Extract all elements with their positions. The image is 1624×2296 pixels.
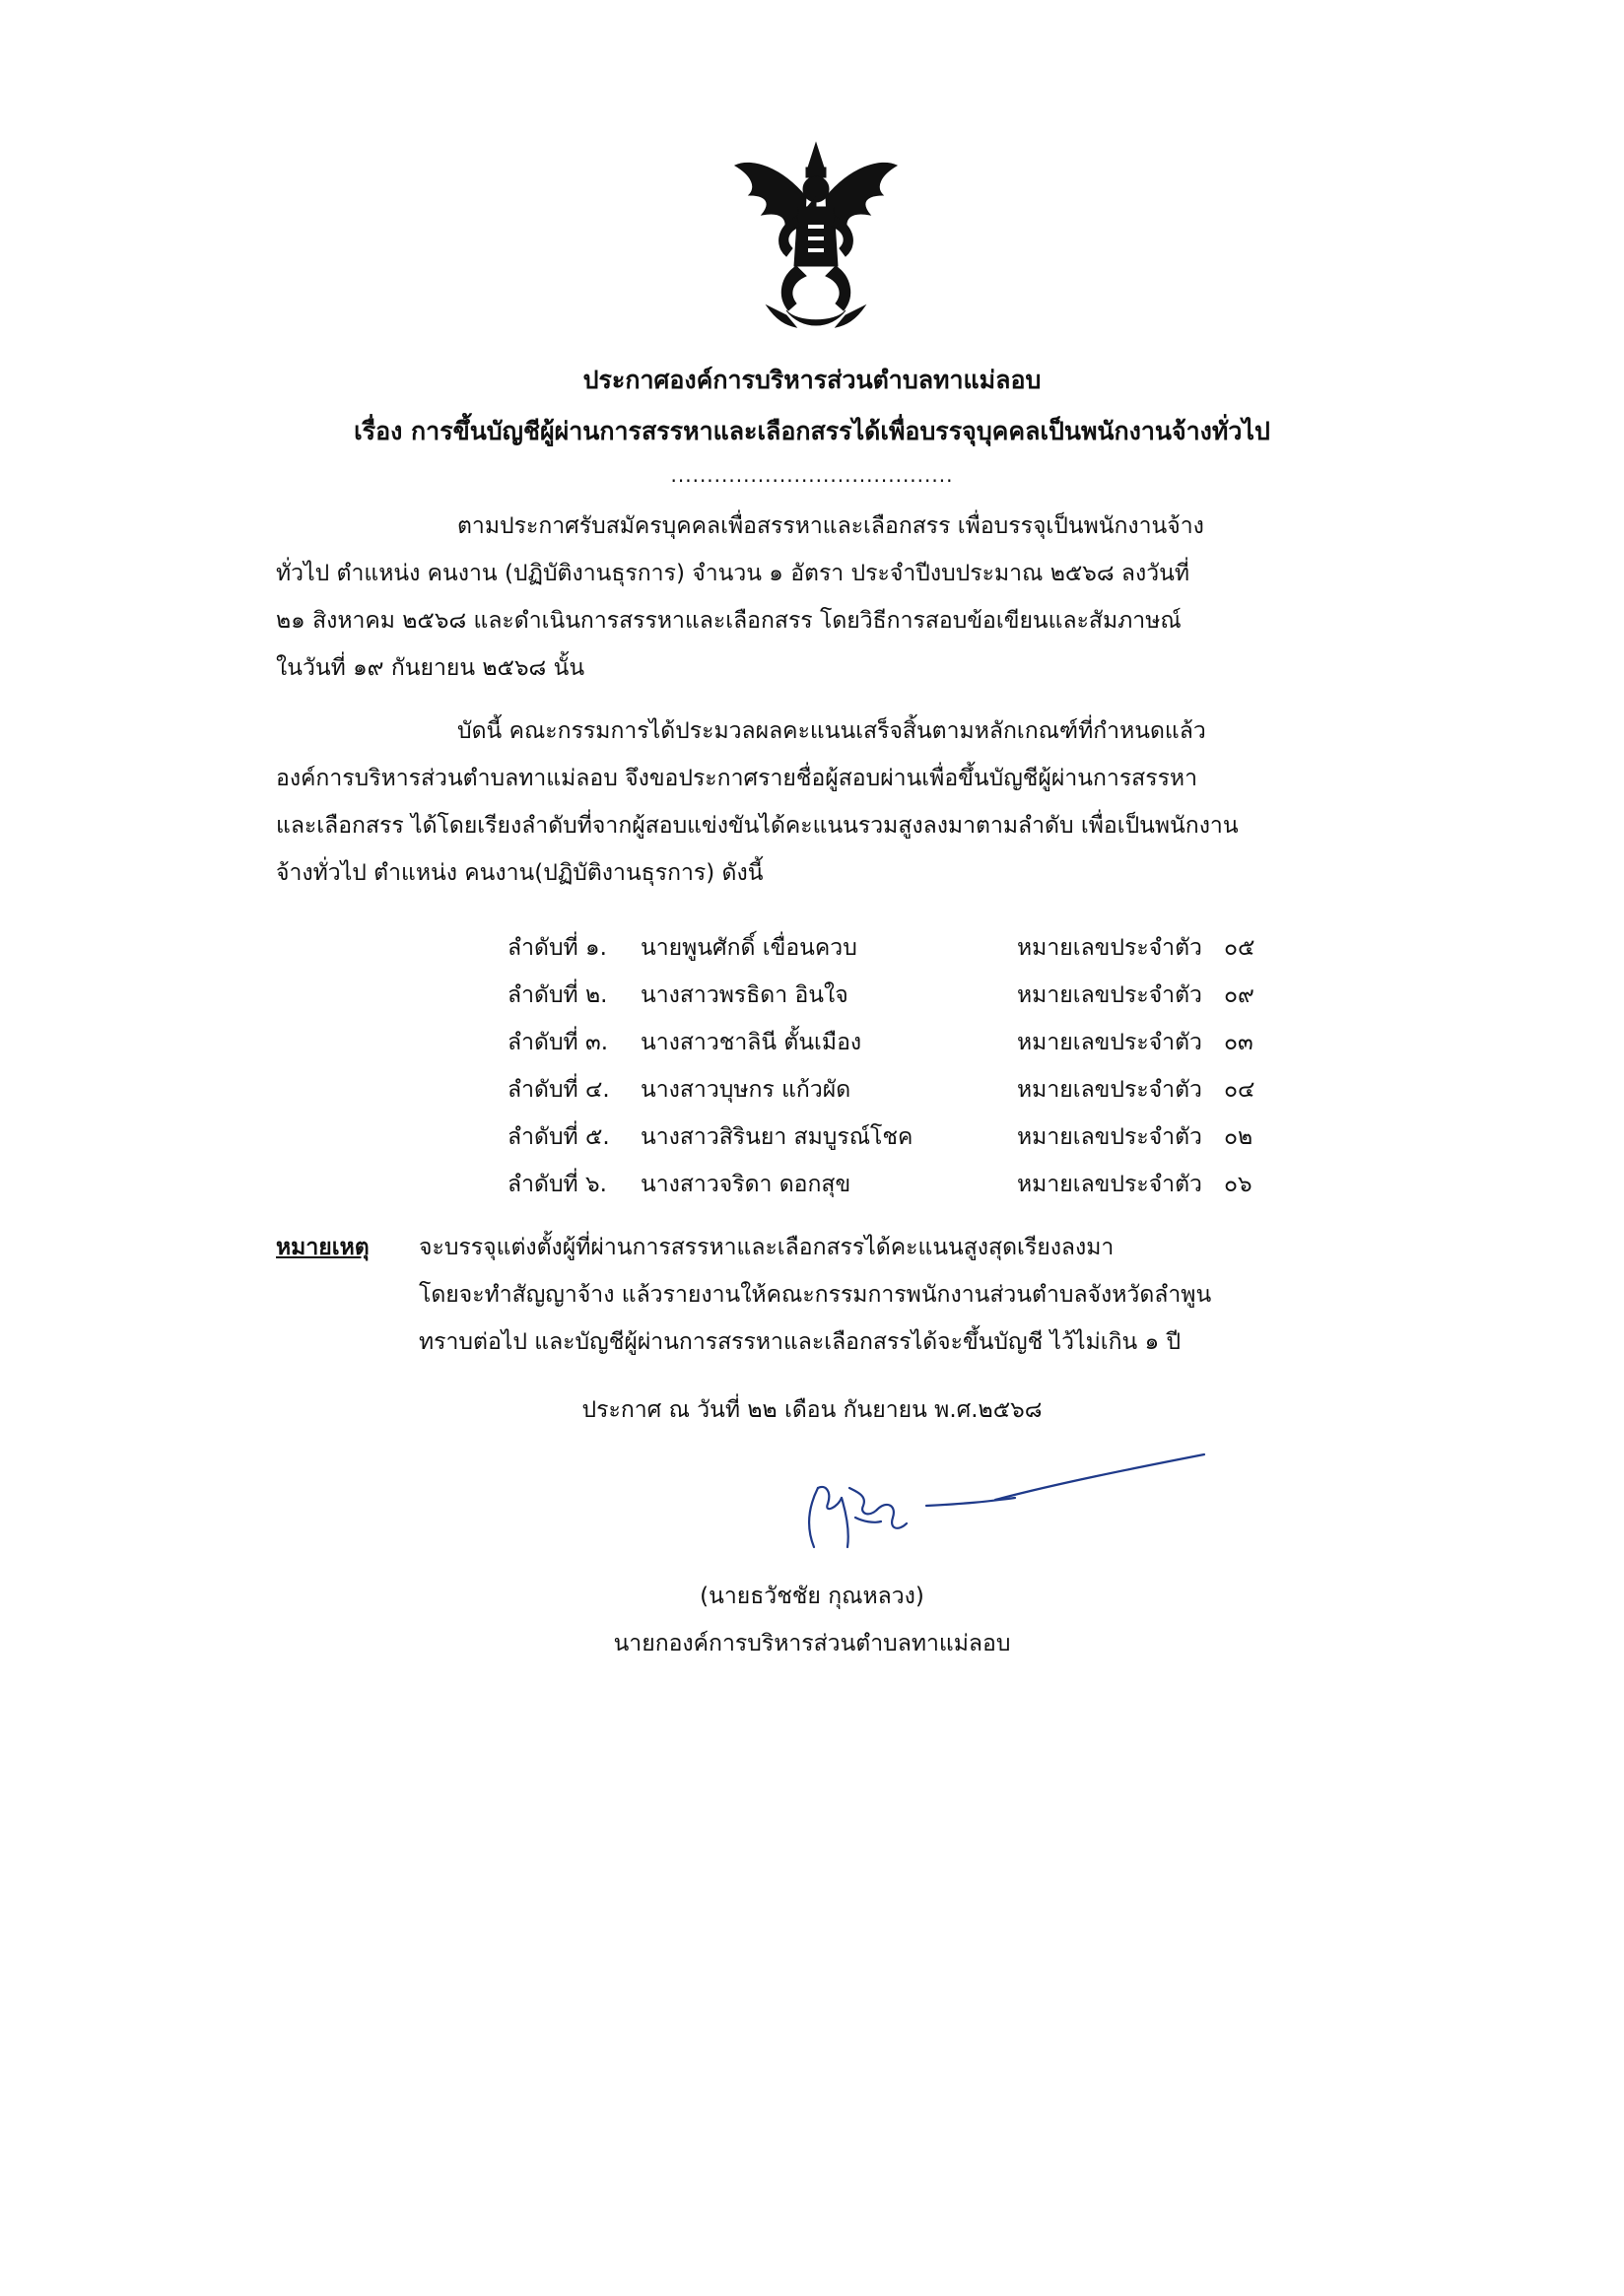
candidate-name: นางสาวจริดา ดอกสุข	[641, 1172, 851, 1197]
candidate-id: ๐๓	[1224, 1030, 1253, 1055]
remark-label: หมายเหตุ	[276, 1235, 370, 1260]
garuda-emblem-icon	[727, 138, 905, 335]
candidate-order: ลำดับที่ ๓.	[508, 1030, 609, 1055]
paragraph-2	[276, 708, 1350, 897]
signer-position: นายกองค์การบริหารส่วนตำบลทาแม่ลอบ	[613, 1631, 1011, 1656]
candidate-row	[508, 1161, 1394, 1208]
candidate-order: ลำดับที่ ๑.	[508, 935, 607, 961]
candidate-id: ๐๕	[1224, 935, 1255, 961]
paragraph-line: ตามประกาศรับสมัครบุคคลเพื่อสรรหาและเลือกสรร เพื่อบรรจุเป็นพนักงานจ้าง	[457, 513, 1204, 539]
candidate-row	[508, 1066, 1394, 1114]
candidate-id: ๐๔	[1224, 1077, 1255, 1103]
paragraph-line: จ้างทั่วไป ตำแหน่ง คนงาน(ปฏิบัติงานธุรการ) ดังนี้	[276, 860, 764, 886]
candidate-id: ๐๒	[1224, 1124, 1253, 1150]
candidate-order: ลำดับที่ ๖.	[508, 1172, 607, 1197]
signature-icon	[798, 1449, 1222, 1557]
candidate-order: ลำดับที่ ๔.	[508, 1077, 610, 1103]
candidate-id: ๐๙	[1224, 982, 1254, 1008]
candidate-id-label: หมายเลขประจำตัว	[1017, 1172, 1202, 1197]
candidate-name: นางสาวพรธิดา อินใจ	[641, 982, 848, 1008]
candidate-id: ๐๖	[1224, 1172, 1252, 1197]
candidate-id-label: หมายเลขประจำตัว	[1017, 1030, 1202, 1055]
candidate-name: นางสาวชาลินี ตั้นเมือง	[641, 1030, 862, 1055]
candidate-id-label: หมายเลขประจำตัว	[1017, 1077, 1202, 1103]
announcement-subject: เรื่อง การขึ้นบัญชีผู้ผ่านการสรรหาและเลือกสรรได้เพื่อบรรจุบุคคลเป็นพนักงานจ้างทั่วไป	[354, 417, 1270, 445]
candidate-list	[508, 924, 1394, 1208]
candidate-order: ลำดับที่ ๒.	[508, 982, 608, 1008]
paragraph-line: ทั่วไป ตำแหน่ง คนงาน (ปฏิบัติงานธุรการ) จำนวน ๑ อัตรา ประจำปีงบประมาณ ๒๕๖๘ ลงวันที่	[276, 561, 1190, 586]
candidate-row	[508, 924, 1394, 972]
paragraph-line: องค์การบริหารส่วนตำบลทาแม่ลอบ จึงขอประกาศรายชื่อผู้สอบผ่านเพื่อขึ้นบัญชีผู้ผ่านการสรรหา	[276, 766, 1198, 791]
paragraph-line: และเลือกสรร ได้โดยเรียงลำดับที่จากผู้สอบแข่งขันได้คะแนนรวมสูงลงมาตามลำดับ เพื่อเป็นพนักงาน	[276, 813, 1239, 839]
signer-name: (นายธวัชชัย กุณหลวง)	[700, 1584, 924, 1609]
paragraph-line: ในวันที่ ๑๙ กันยายน ๒๕๖๘ นั้น	[276, 655, 585, 681]
paragraph-1	[276, 503, 1350, 692]
candidate-row	[508, 1019, 1394, 1066]
candidate-name: นายพูนศักดิ์ เขื่อนควบ	[641, 935, 857, 961]
remark-line: ทราบต่อไป และบัญชีผู้ผ่านการสรรหาและเลือกสรรได้จะขึ้นบัญชี ไว้ไม่เกิน ๑ ปี	[419, 1329, 1182, 1355]
paragraph-line: ๒๑ สิงหาคม ๒๕๖๘ และดำเนินการสรรหาและเลือกสรร โดยวิธีการสอบข้อเขียนและสัมภาษณ์	[276, 608, 1182, 634]
candidate-id-label: หมายเลขประจำตัว	[1017, 1124, 1202, 1150]
candidate-id-label: หมายเลขประจำตัว	[1017, 935, 1202, 961]
announcement-title: ประกาศองค์การบริหารส่วนตำบลทาแม่ลอบ	[582, 366, 1042, 394]
candidate-row	[508, 1114, 1394, 1161]
candidate-order: ลำดับที่ ๕.	[508, 1124, 610, 1150]
remark-line: โดยจะทำสัญญาจ้าง แล้วรายงานให้คณะกรรมการพนักงานส่วนตำบลจังหวัดลำพูน	[419, 1282, 1212, 1308]
candidate-id-label: หมายเลขประจำตัว	[1017, 982, 1202, 1008]
candidate-row	[508, 972, 1394, 1019]
candidate-name: นางสาวบุษกร แก้วผัด	[641, 1077, 851, 1103]
remark-text	[419, 1224, 1211, 1366]
paragraph-line: บัดนี้ คณะกรรมการได้ประมวลผลคะแนนเสร็จสิ้นตามหลักเกณฑ์ที่กำหนดแล้ว	[457, 718, 1206, 744]
candidate-name: นางสาวสิรินยา สมบูรณ์โชค	[641, 1124, 914, 1150]
dotted-separator: .......................................	[670, 463, 954, 487]
remark-line: จะบรรจุแต่งตั้งผู้ที่ผ่านการสรรหาและเลือกสรรได้คะแนนสูงสุดเรียงลงมา	[419, 1235, 1115, 1260]
announcement-date: ประกาศ ณ วันที่ ๒๒ เดือน กันยายน พ.ศ.๒๕๖๘	[581, 1397, 1043, 1423]
